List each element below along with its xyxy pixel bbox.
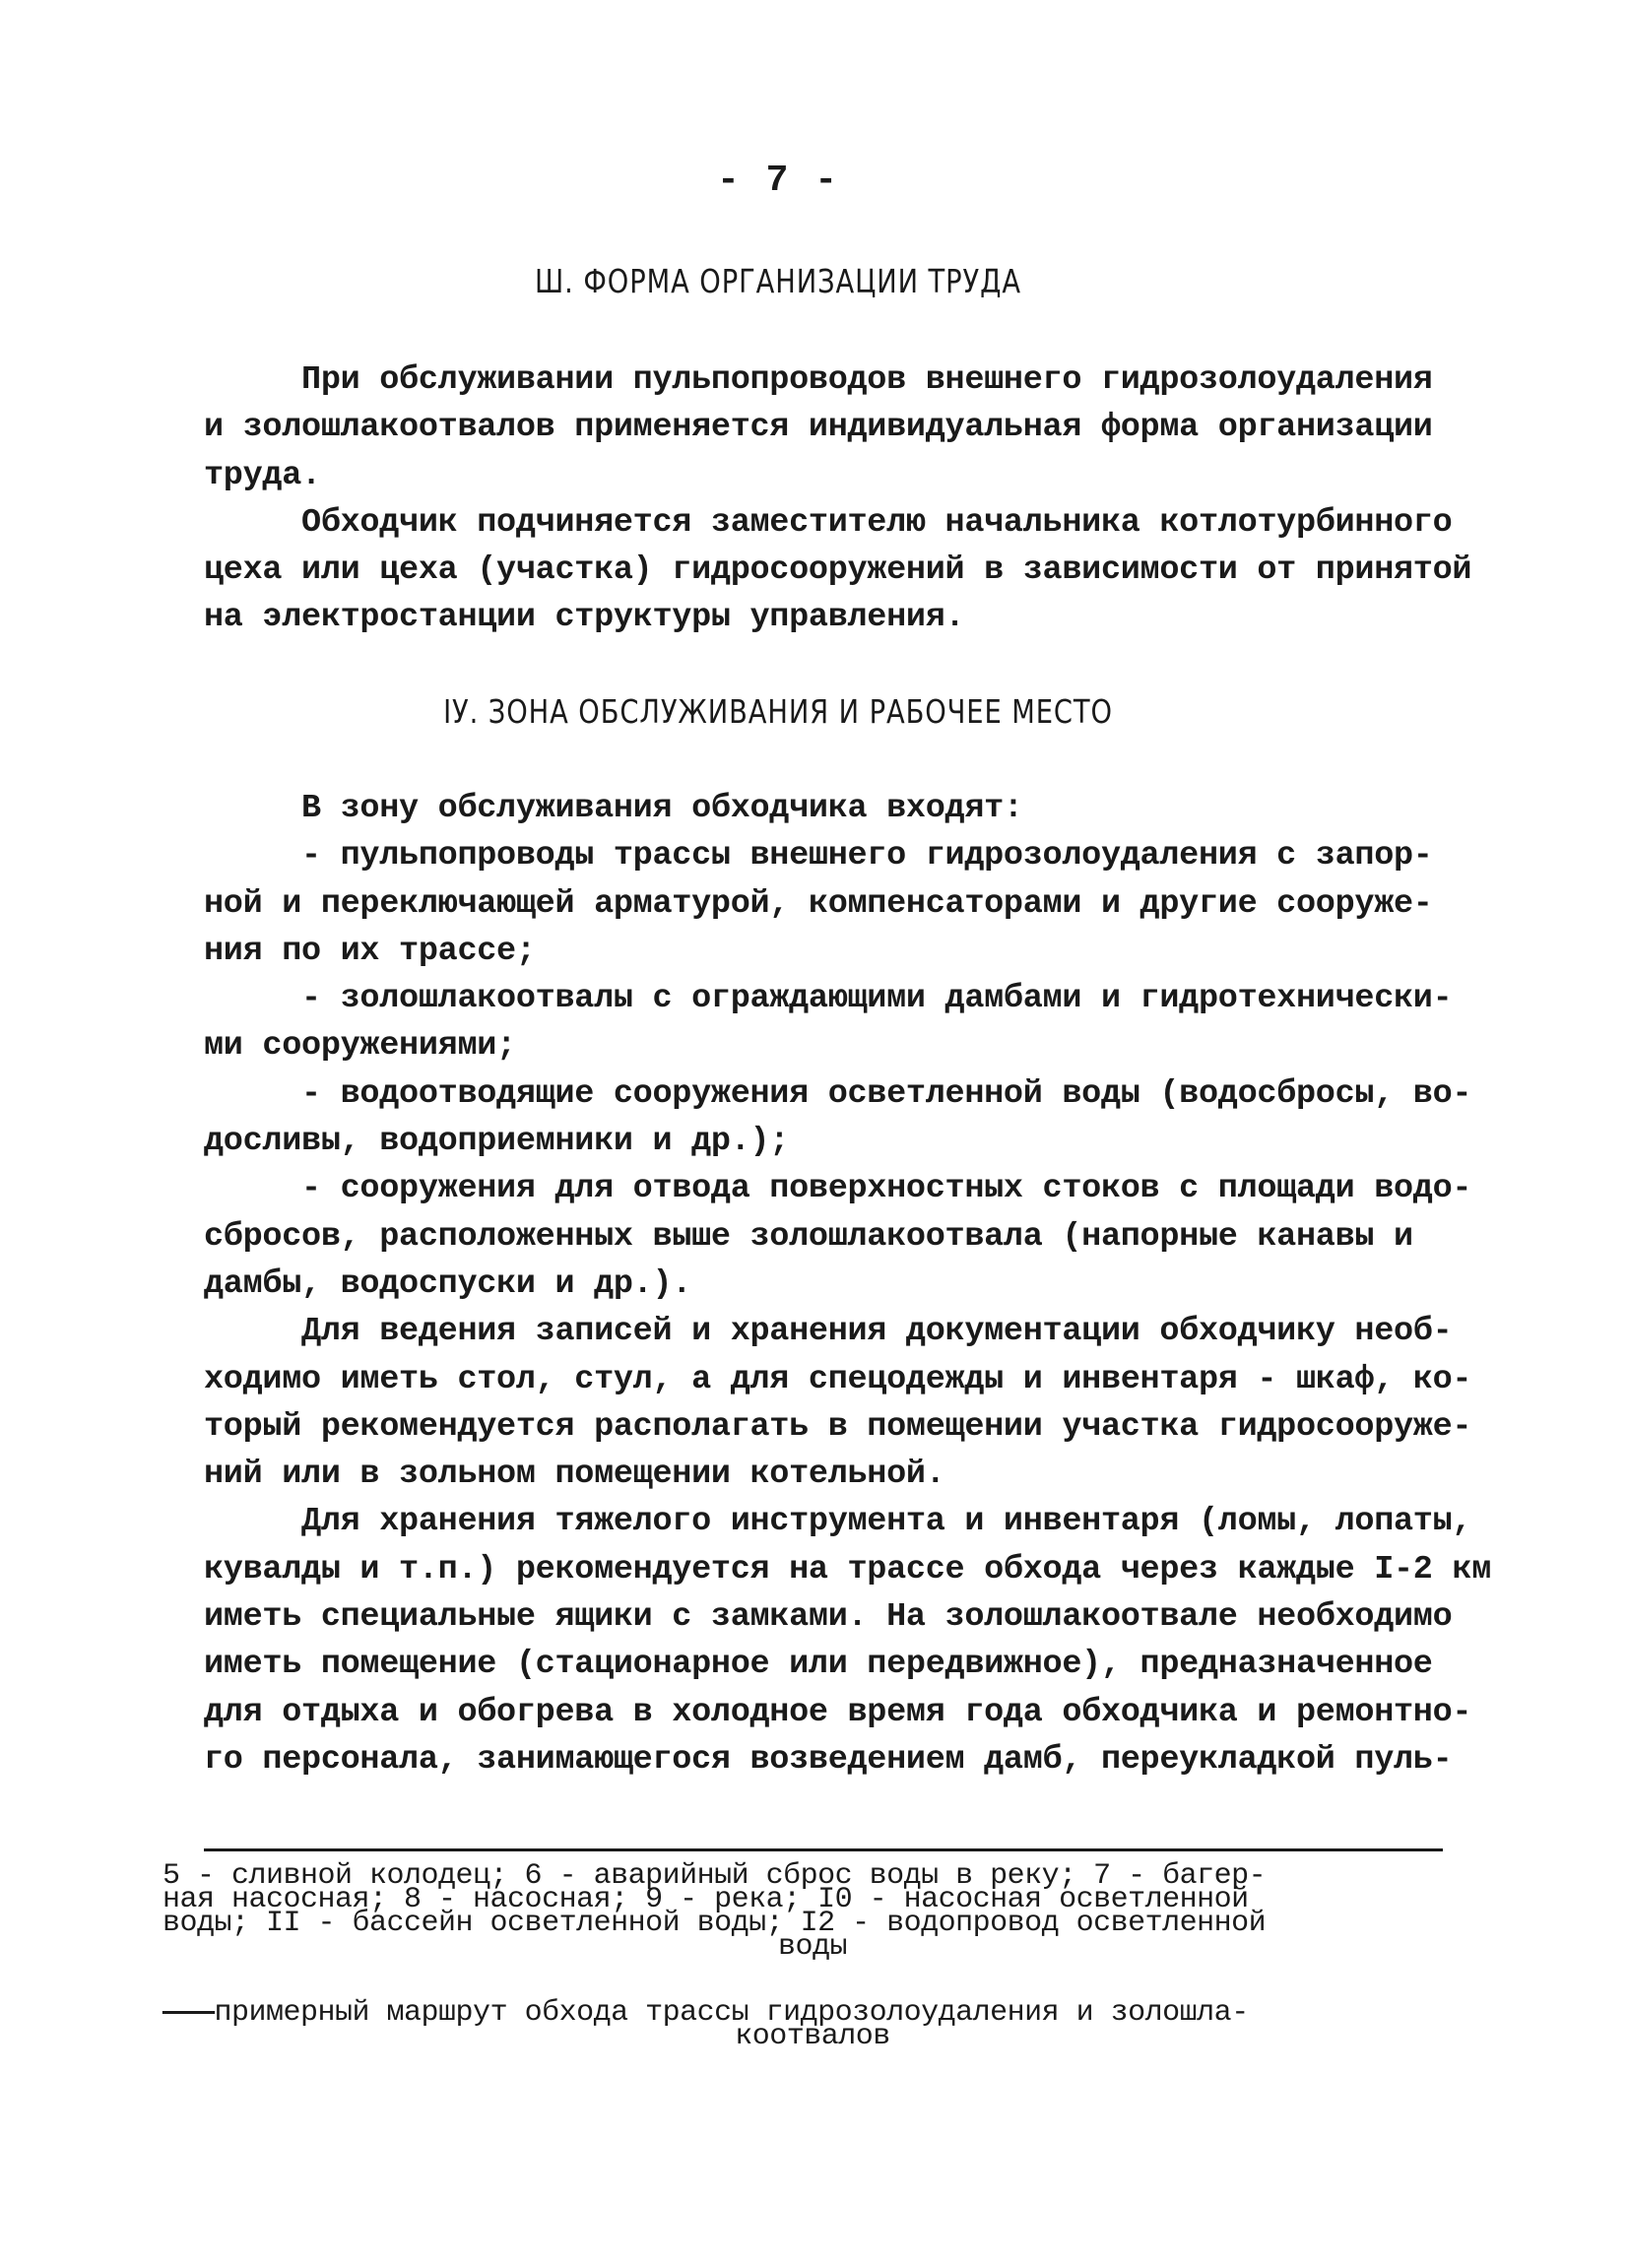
footnote-line: коотвалов (735, 2020, 890, 2053)
text-line: - золошлакоотвалы с ограждающими дамбами и гидротехнически- (204, 980, 1453, 1018)
text-line: - сооружения для отвода поверхностных стоков с площади водо- (204, 1170, 1472, 1208)
section-3-title: Ш. ФОРМА ОРГАНИЗАЦИИ ТРУДА (535, 262, 1021, 300)
text-line: При обслуживании пульпопроводов внешнего гидрозолоудаления (204, 361, 1433, 399)
text-line: дамбы, водоспуски и др.). (204, 1264, 692, 1303)
text-line: иметь специальные ящики с замками. На золошлакоотвале необходимо (204, 1598, 1453, 1637)
footnote-line: воды (777, 1930, 847, 1964)
text-line: досливы, водоприемники и др.); (204, 1123, 790, 1161)
text-line: и золошлакоотвалов применяется индивидуальная форма организации (204, 409, 1433, 447)
page-number: - 7 - (716, 160, 840, 202)
text-line: сбросов, расположенных выше золошлакоотвала (напорные канавы и (204, 1217, 1413, 1256)
text-line: ми сооружениями; (204, 1027, 516, 1066)
text-line: цеха или цеха (участка) гидросооружений в зависимости от принятой (204, 551, 1472, 590)
section-3-body (204, 356, 1474, 642)
footnote-line: 5 - сливной колодец; 6 - аварийный сброс воды в реку; 7 - багер- (163, 1859, 1267, 1893)
text-line: В зону обслуживания обходчика входят: (204, 790, 1023, 827)
route-legend-footnote (163, 1996, 1463, 2053)
text-line: Обходчик подчиняется заместителю начальника котлотурбинного (204, 503, 1453, 542)
text-line: для отдыха и обогрева в холодное время года обходчика и ремонтно- (204, 1693, 1472, 1731)
text-line: кувалды и т.п.) рекомендуется на трассе обхода через каждые I-2 км (204, 1550, 1492, 1588)
text-line: Для ведения записей и хранения документации обходчику необ- (204, 1313, 1453, 1351)
section-4-title: IУ. ЗОНА ОБСЛУЖИВАНИЯ И РАБОЧЕЕ МЕСТО (443, 692, 1113, 731)
section-4-body (204, 785, 1492, 1783)
figure-legend-footnote (163, 1859, 1463, 1964)
text-line: ния по их трассе; (204, 932, 536, 970)
text-line: го персонала, занимающегося возведением дамб, переукладкой пуль- (204, 1740, 1453, 1779)
dashed-route-mark: ——— (163, 1996, 215, 2030)
text-line: Для хранения тяжелого инструмента и инвентаря (ломы, лопаты, (204, 1503, 1472, 1541)
text-line: торый рекомендуется располагать в помещении участка гидросооруже- (204, 1407, 1472, 1446)
text-line: ний или в зольном помещении котельной. (204, 1456, 945, 1494)
text-line: труда. (204, 456, 321, 494)
footnote-line: воды; II - бассейн осветленной воды; I2 - водопровод осветленной (163, 1907, 1267, 1940)
route-text: примерный маршрут обхода трассы гидрозолоудаления и золошла- (214, 1996, 1249, 2030)
text-line: ходимо иметь стол, стул, а для спецодежды и инвентаря - шкаф, ко- (204, 1360, 1472, 1398)
text-line: иметь помещение (стационарное или передвижное), предназначенное (204, 1646, 1433, 1684)
text-line: на электростанции структуры управления. (204, 599, 965, 637)
text-line: - водоотводящие сооружения осветленной воды (водосбросы, во- (204, 1074, 1472, 1113)
footnote-divider (204, 1848, 1443, 1851)
text-line: - пульпопроводы трассы внешнего гидрозолоудаления с запор- (204, 837, 1433, 875)
text-line: ной и переключающей арматурой, компенсаторами и другие сооруже- (204, 884, 1433, 923)
footnote-line: ная насосная; 8 - насосная; 9 - река; I0 - насосная осветленной (163, 1883, 1249, 1916)
